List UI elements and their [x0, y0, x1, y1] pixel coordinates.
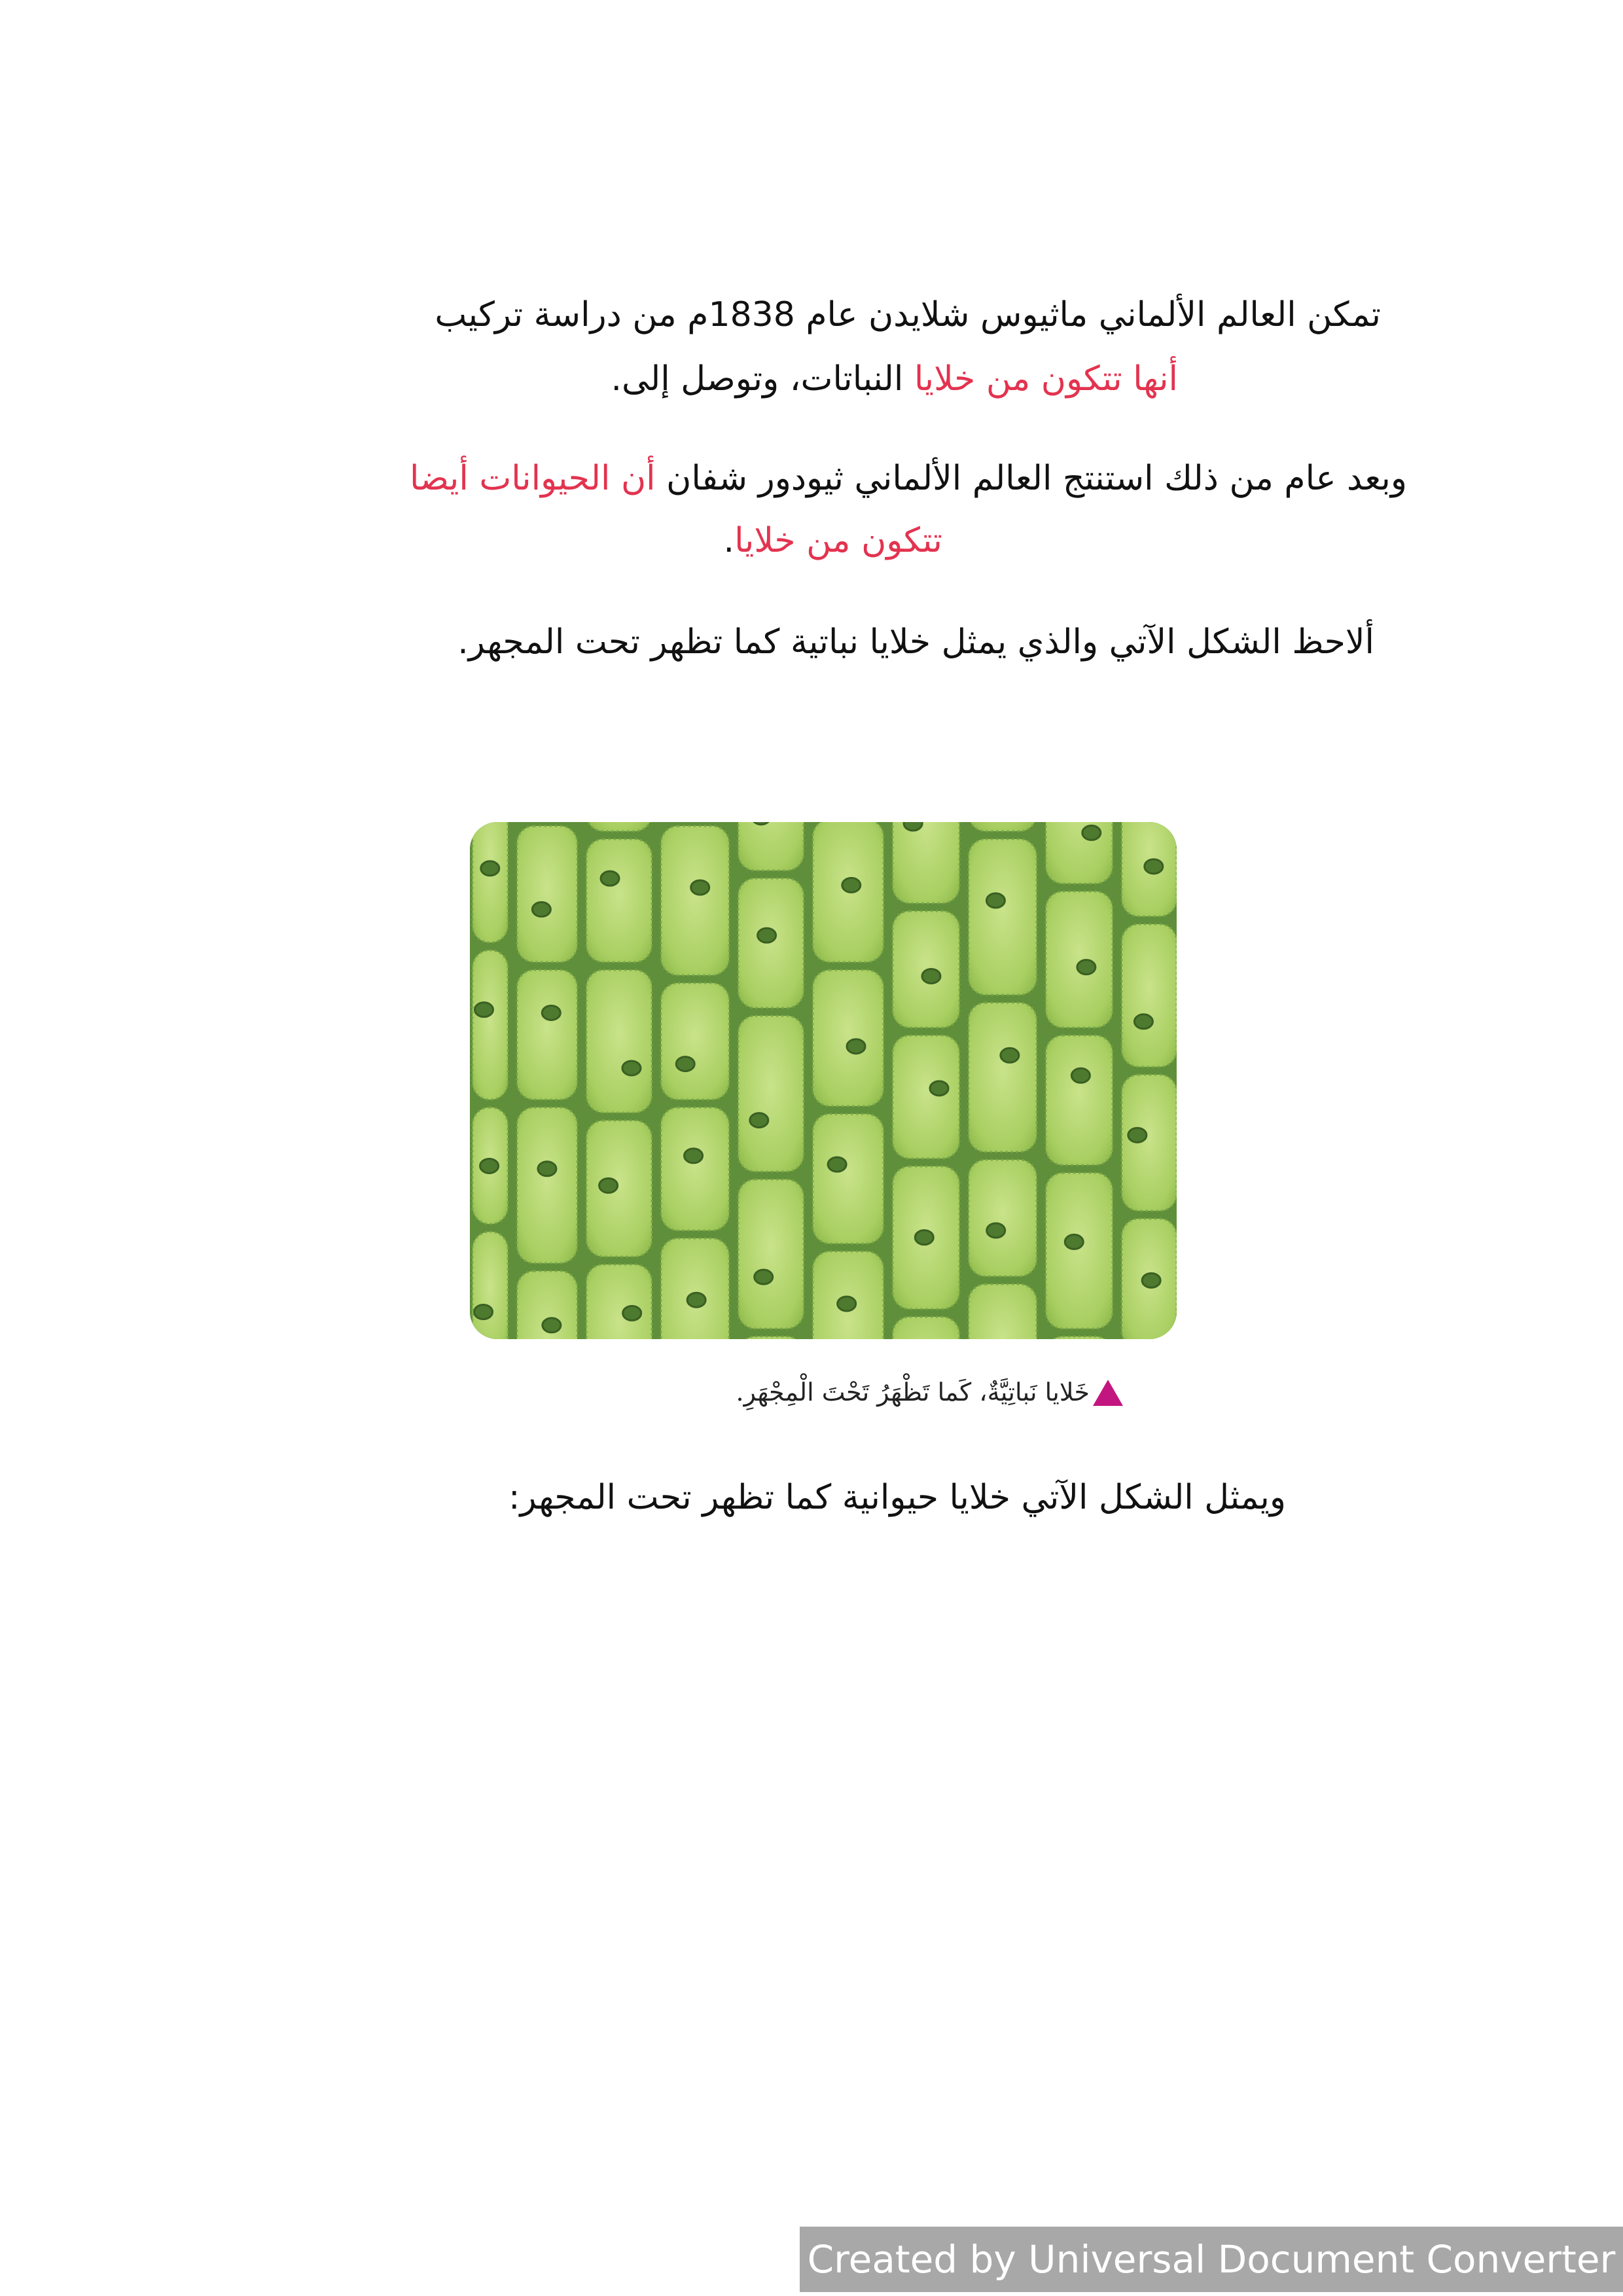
highlight-animals-too: أن الحيوانات أيضا	[409, 459, 656, 498]
plant-cell	[661, 1238, 729, 1339]
cell-nucleus	[838, 1297, 856, 1311]
cell-nucleus	[828, 1157, 846, 1172]
cell-nucleus	[538, 1162, 556, 1176]
cell-nucleus	[685, 1149, 703, 1163]
cell-nucleus	[676, 1057, 694, 1071]
cell-nucleus	[842, 878, 861, 892]
cell-nucleus	[1071, 1068, 1090, 1083]
highlight-made-of-cells: تتكون من خلايا	[734, 521, 942, 560]
cell-nucleus	[542, 1005, 560, 1020]
cell-nucleus	[1134, 1014, 1152, 1029]
cell-nucleus	[474, 1003, 493, 1017]
plant-cell	[893, 1317, 959, 1339]
plant-cell	[661, 983, 729, 1100]
cell-nucleus	[1077, 960, 1096, 975]
paragraph-3: ألاحظ الشكل الآتي والذي يمثل خلايا نباتية كما تظهر تحت المجهر.	[457, 622, 1374, 662]
plant-cell	[473, 950, 508, 1100]
plant-cell	[969, 839, 1037, 995]
plant-cells-figure	[470, 822, 1177, 1339]
cell-nucleus	[758, 928, 776, 942]
cell-nucleus	[1128, 1128, 1147, 1142]
plant-cell	[813, 1114, 883, 1244]
converter-watermark: Created by Universal Document Converter	[800, 2227, 1623, 2292]
plant-cell	[517, 826, 577, 962]
plant-cell	[517, 970, 577, 1100]
plant-cell	[1046, 891, 1113, 1028]
plant-cell	[661, 1107, 729, 1230]
cell-nucleus	[481, 861, 499, 876]
cell-nucleus	[687, 1293, 705, 1307]
cell-nucleus	[986, 893, 1005, 908]
cell-nucleus	[750, 1113, 768, 1128]
cell-nucleus	[691, 880, 709, 895]
paragraph-1-line-1: تمكن العالم الألماني ماثيوس شلايدن عام 1838م من دراسة تركيب	[435, 295, 1381, 334]
cell-nucleus	[755, 1270, 773, 1284]
plant-cell	[738, 878, 804, 1008]
cell-nucleus	[1001, 1048, 1019, 1062]
plant-cell	[473, 1232, 508, 1339]
paragraph-2-period: .	[723, 521, 735, 560]
cell-nucleus	[599, 1178, 618, 1193]
plant-cell	[586, 970, 652, 1113]
cell-nucleus	[623, 1306, 641, 1320]
cell-nucleus	[930, 1081, 948, 1096]
plant-cells-illustration	[470, 822, 1177, 1339]
cell-nucleus	[987, 1223, 1005, 1238]
plant-cell	[473, 822, 508, 942]
cell-nucleus	[1082, 825, 1101, 840]
cell-nucleus	[474, 1304, 493, 1319]
plant-cell	[1046, 1035, 1113, 1165]
cell-nucleus	[922, 969, 940, 983]
plant-cell	[969, 1160, 1037, 1276]
cell-nucleus	[543, 1318, 561, 1333]
caption-triangle-icon	[1093, 1380, 1123, 1406]
plant-cell	[1046, 1173, 1113, 1329]
paragraph-2-line-2	[723, 521, 942, 560]
plant-cell	[813, 970, 883, 1106]
cell-nucleus	[1142, 1273, 1160, 1287]
plant-cell	[661, 826, 729, 975]
plant-cell	[969, 1003, 1037, 1152]
cell-nucleus	[904, 822, 922, 831]
paragraph-4: ويمثل الشكل الآتي خلايا حيوانية كما تظهر تحت المجهر:	[508, 1478, 1286, 1517]
paragraph-1-period: .	[611, 359, 622, 399]
paragraph-1-line-2	[611, 359, 1179, 399]
plant-cell	[738, 1016, 804, 1172]
figure-caption: خَلايا نَباتِيَّةٌ، كَما تَظْهَرُ تَحْتَ الْمِجْهَرِ.	[736, 1378, 1090, 1407]
plant-cell	[738, 822, 804, 870]
paragraph-2-line-1	[409, 459, 1407, 498]
plant-cell	[813, 1251, 883, 1339]
cell-nucleus	[915, 1230, 933, 1245]
plant-cell	[893, 1035, 959, 1158]
highlight-plants-cells: أنها تتكون من خلايا	[914, 359, 1178, 399]
plant-cell	[586, 1265, 652, 1339]
plant-cell	[969, 1284, 1037, 1339]
cell-nucleus	[622, 1061, 641, 1075]
paragraph-1-line-2-rest: النباتات، وتوصل إلى	[622, 359, 914, 399]
cell-nucleus	[847, 1039, 865, 1054]
plant-cell	[1046, 822, 1113, 884]
cell-nucleus	[1145, 859, 1163, 874]
plant-cell	[586, 839, 652, 962]
cell-nucleus	[601, 871, 619, 886]
cell-nucleus	[532, 902, 550, 916]
plant-cell	[738, 1179, 804, 1329]
plant-cell	[1122, 1075, 1177, 1211]
paragraph-2-line-1-rest: وبعد عام من ذلك استنتج العالم الألماني ثيودور شفان	[655, 459, 1407, 498]
plant-cell	[517, 1107, 577, 1263]
cell-nucleus	[480, 1158, 499, 1173]
plant-cell	[1122, 924, 1177, 1067]
plant-cell	[586, 1121, 652, 1257]
plant-cell	[893, 822, 959, 903]
cell-nucleus	[1065, 1234, 1083, 1249]
